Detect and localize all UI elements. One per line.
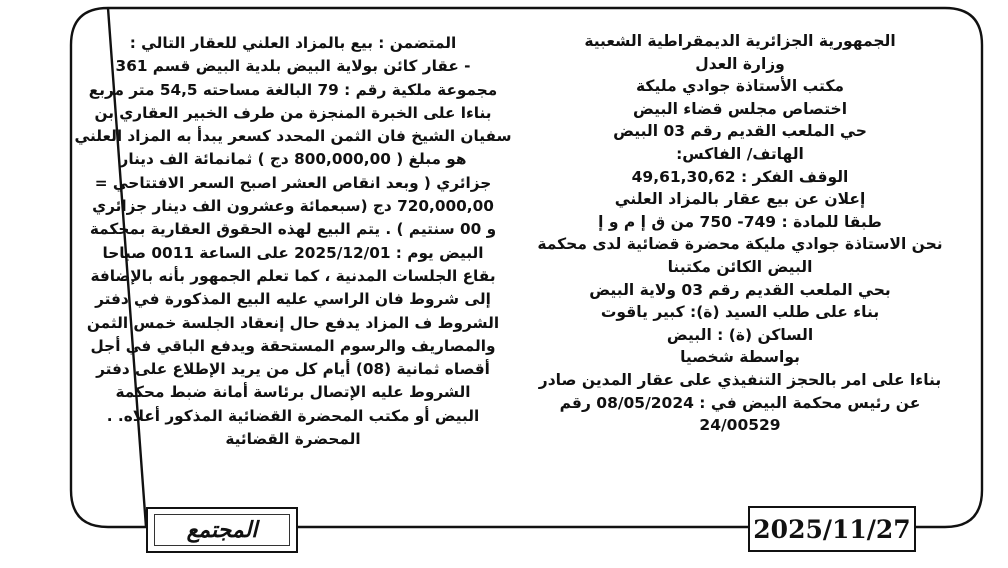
office-name: مكتب الأستاذة جوادي مليكة [636,77,844,96]
text-line: بحي الملعب القديم رقم 03 ولاية البيض [589,280,891,299]
text-line: هو مبلغ ( 800,000,00 دج ) ثمانمائة الف دينار [119,150,467,169]
text-line: والمصاريف والرسوم المستحقة ويدفع الباقي في أجل [90,336,496,355]
text-line: سفيان الشيخ فان الثمن المحدد كسعر يبدأ به المزاد العلني [74,127,512,146]
text-line: بقاع الجلسات المدنية ، كما تعلم الجمهور بأنه بالإضافة [90,266,496,285]
text-line: إلى شروط فان الراسي عليه البيع المذكورة في دفتر [95,290,491,309]
text-line: البيض يوم : 2025/12/01 على الساعة 0011 صباحا [102,243,484,262]
text-line: عن رئيس محكمة البيض في : 08/05/2024 رقم [559,393,921,412]
text-line: البيض أو مكتب المحضرة القضائية المذكور أعلاه. . [106,406,480,425]
text-line: أقصاه ثمانية (08) أيام كل من يريد الإطلاع على دفتر [96,360,490,379]
ministry-name: وزارة العدل [695,54,785,73]
logo-text: المجتمع [154,514,290,546]
notice-title: إعلان عن بيع عقار بالمزاد العلني [614,190,866,209]
text-line: نحن الاستاذة جوادي مليكة محضرة قضائية لدى محكمة [537,235,943,254]
order-number: 24/00529 [699,416,781,435]
office-address: حي الملعب القديم رقم 03 البيض [613,122,867,141]
text-line: الساكن (ة) : البيض [666,325,814,344]
phone-fax-label: الهاتف/ الفاكس: [676,144,804,163]
text-line: الشروط عليه الإتصال برئاسة أمانة ضبط محكمة [115,383,471,402]
text-line: - عقار كائن بولاية البيض بلدية البيض قسم 361 [115,57,471,76]
signature-line: المحضرة القضائية [225,430,361,449]
text-line: البيض الكائن مكتبنا [667,257,813,276]
text-line: الشروط ف المزاد يدفع حال إنعقاد الجلسة خمس الثمن [86,313,500,332]
text-line: بواسطة شخصيا [680,348,800,367]
newspaper-logo [146,507,298,553]
publication-date: 2025/11/27 [748,506,916,552]
jurisdiction: اختصاص مجلس قضاء البيض [632,99,848,118]
fax-number: الوقف الفكر : 49,61,30,62 [631,167,849,186]
legal-article: طبقا للمادة : 749- 750 من ق إ م و إ [598,212,882,231]
text-line: مجموعة ملكية رقم : 79 البالغة مساحته 54,5 متر مربع [88,80,498,99]
text-line: بناءا على امر بالحجز التنفيذي على عقار المدين صادر [538,370,942,389]
text-line: و 00 سنتيم ) . يتم البيع لهذه الحقوق العقارية بمحكمة [89,220,497,239]
republic-title: الجمهورية الجزائرية الديمقراطية الشعبية [584,32,896,50]
text-line: 720,000,00 دج (سبعمائة وعشرون الف دينار جزائري [92,197,494,216]
header-column [522,30,958,437]
text-line: بناءا على الخبرة المنجزة من طرف الخبير العقاري بن [94,103,492,122]
text-line: جزائري ( وبعد انقاص العشر اصبح السعر الافتتاحي = [94,173,492,192]
subject-line: المتضمن : بيع بالمزاد العلني للعقار التالي : [129,34,457,52]
body-column [62,32,524,451]
text-line: بناء على طلب السيد (ة): كبير ياقوت [600,303,880,322]
